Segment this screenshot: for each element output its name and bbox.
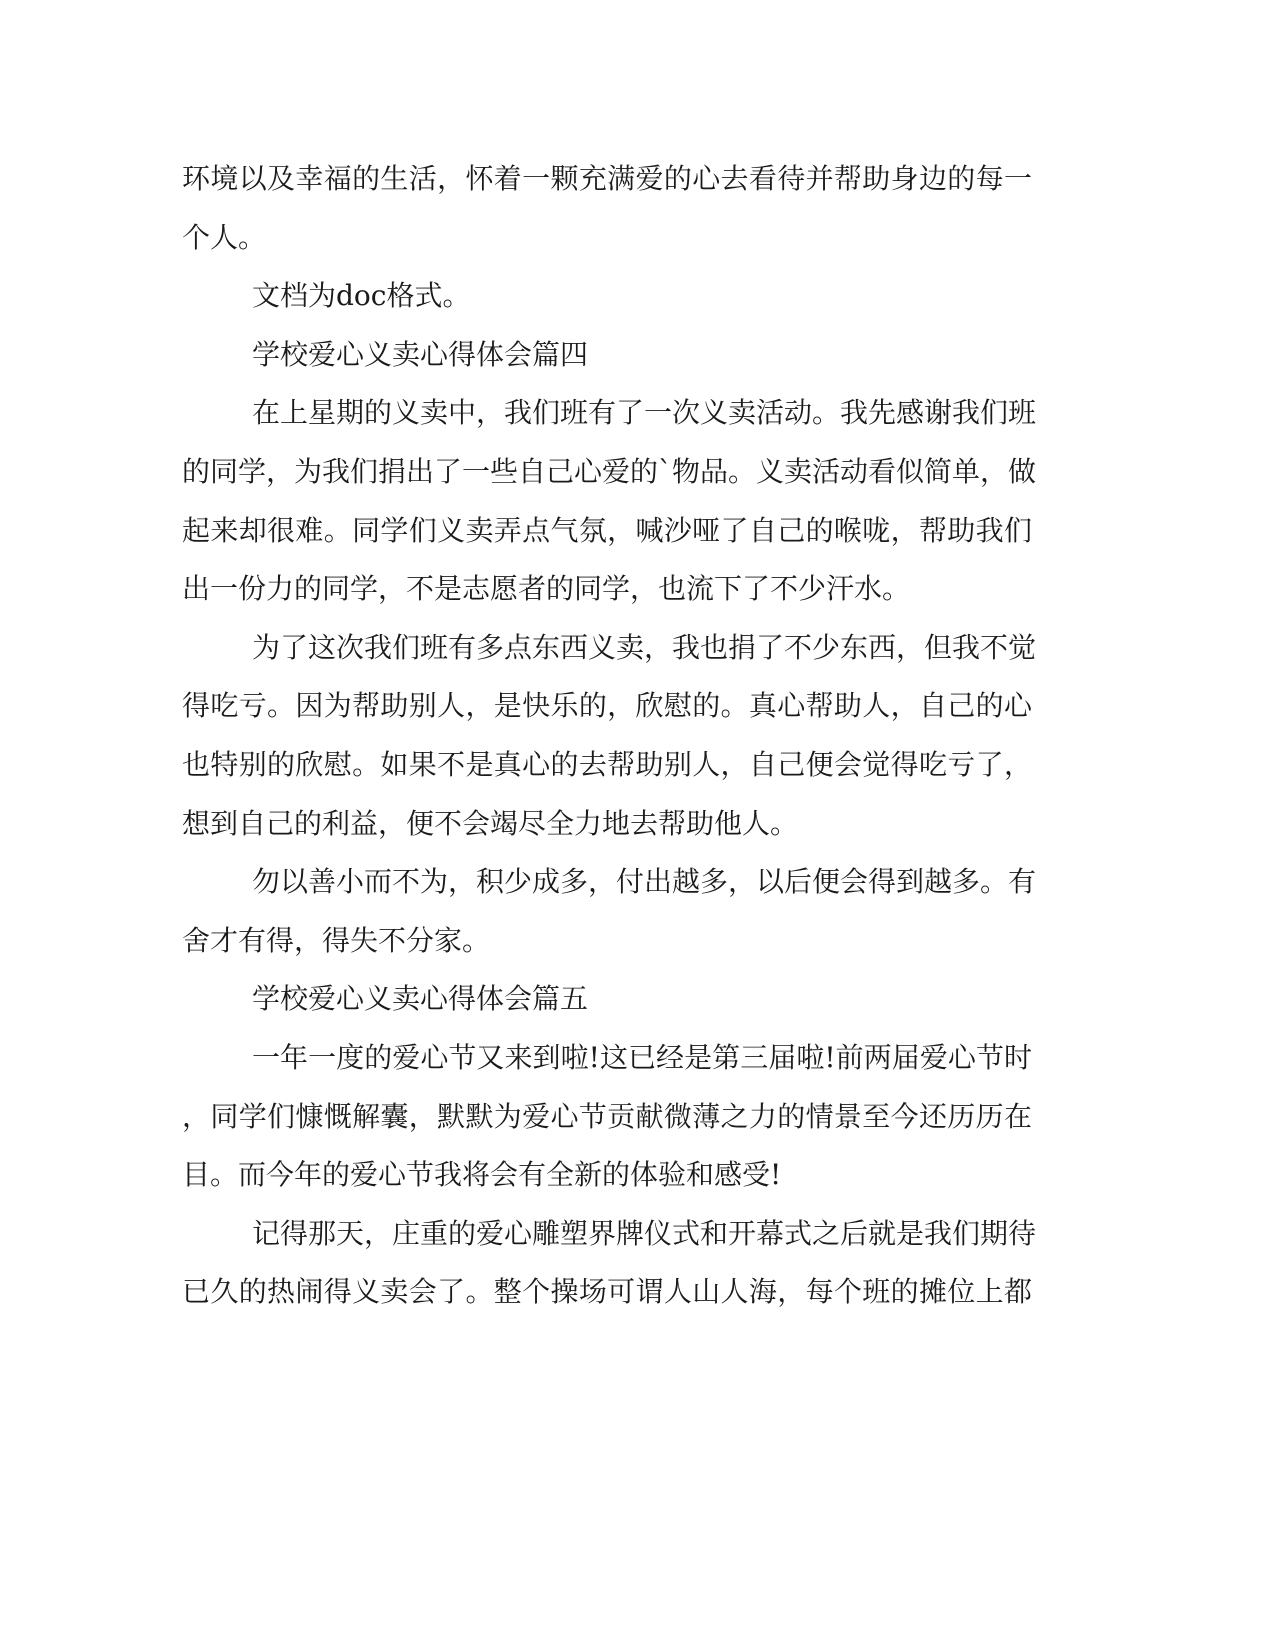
text-line: 文档为doc格式。 (252, 279, 471, 313)
text-line: 记得那天，庄重的爱心雕塑界牌仪式和开幕式之后就是我们期待 (252, 1216, 1037, 1250)
text-line: 在上星期的义卖中，我们班有了一次义卖活动。我先感谢我们班 (252, 396, 1037, 430)
text-line: ，同学们慷慨解囊，默默为爱心节贡献微薄之力的情景至今还历历在 (182, 1099, 1032, 1133)
text-line: 一年一度的爱心节又来到啦!这已经是第三届啦!前两届爱心节时 (252, 1040, 1032, 1074)
text-line: 的同学，为我们捐出了一些自己心爱的`物品。义卖活动看似简单，做 (182, 454, 1037, 488)
text-line: 学校爱心义卖心得体会篇五 (252, 982, 589, 1016)
text-line: 目。而今年的爱心节我将会有全新的体验和感受! (182, 1158, 782, 1192)
text-line: 起来却很难。同学们义卖弄点气氛，喊沙哑了自己的喉咙，帮助我们 (182, 513, 1032, 547)
text-line: 已久的热闹得义卖会了。整个操场可谓人山人海，每个班的摊位上都 (182, 1275, 1032, 1309)
text-line: 学校爱心义卖心得体会篇四 (252, 337, 589, 371)
text-line: 勿以善小而不为，积少成多，付出越多，以后便会得到越多。有 (252, 865, 1037, 899)
text-line: 个人。 (182, 220, 267, 254)
text-line: 也特别的欣慰。如果不是真心的去帮助别人，自己便会觉得吃亏了， (182, 747, 1032, 781)
text-line: 想到自己的利益，便不会竭尽全力地去帮助他人。 (182, 806, 799, 840)
text-line: 为了这次我们班有多点东西义卖，我也捐了不少东西，但我不觉 (252, 630, 1037, 664)
text-line: 出一份力的同学，不是志愿者的同学，也流下了不少汗水。 (182, 572, 911, 606)
document-body (182, 150, 1037, 1322)
text-line: 舍才有得，得失不分家。 (182, 923, 491, 957)
text-line: 得吃亏。因为帮助别人，是快乐的，欣慰的。真心帮助人，自己的心 (182, 689, 1032, 723)
text-line: 环境以及幸福的生活，怀着一颗充满爱的心去看待并帮助身边的每一 (182, 162, 1032, 195)
